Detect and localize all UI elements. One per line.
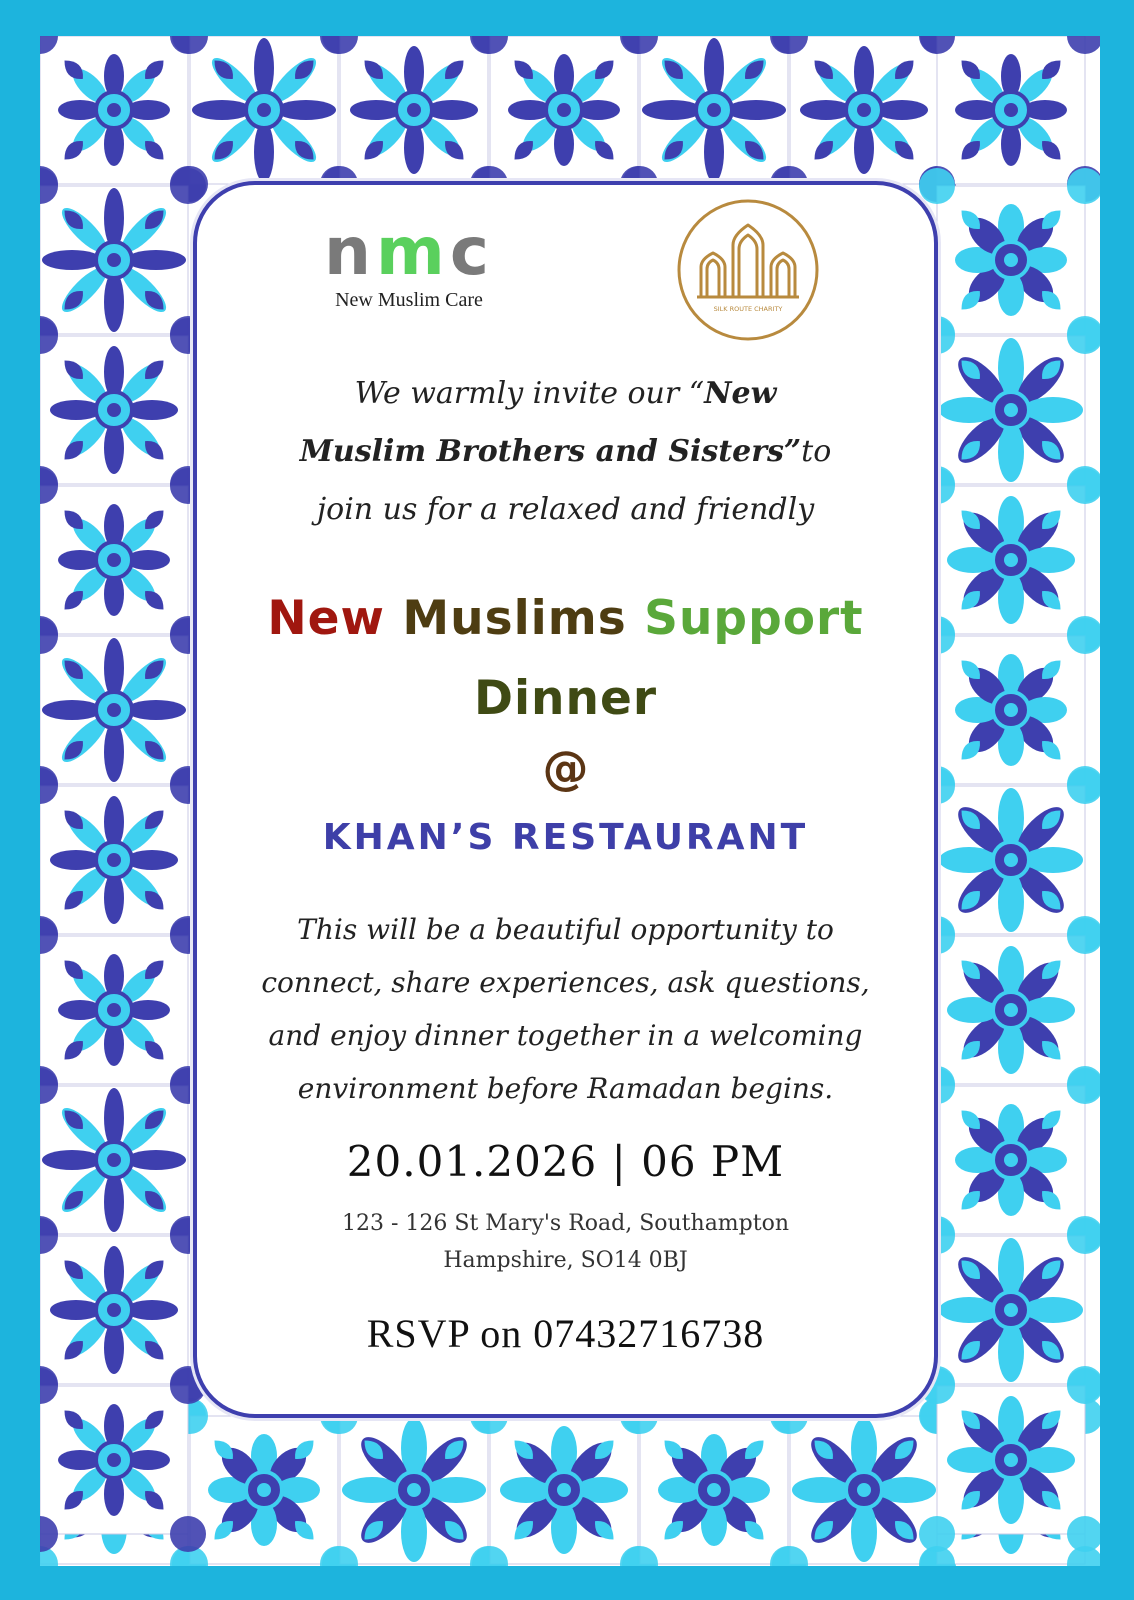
rsvp-phone: RSVP on 07432716738	[366, 1311, 765, 1356]
invite-line-3: join us for a relaxed and friendly	[316, 492, 815, 527]
decorative-tile	[919, 1368, 1100, 1552]
nmc-logo-letters	[289, 215, 529, 289]
address	[197, 1205, 934, 1279]
event-title-line-1	[197, 579, 934, 659]
at-sign: @	[542, 741, 589, 795]
title-word-support: Support	[644, 591, 864, 646]
description-line: This will be a beautiful opportunity to	[297, 913, 834, 946]
invite-line-2-bold: Muslim Brothers and Sisters”	[299, 434, 802, 469]
mosque-domes-icon	[697, 225, 799, 297]
title-word-muslims: Muslims	[402, 591, 627, 646]
invite-line-2-text: to	[801, 434, 832, 469]
invite-line-1-bold: New	[704, 376, 777, 411]
title-word-new: New	[267, 591, 385, 646]
address-line: 123 - 126 St Mary's Road, Southampton	[341, 1211, 790, 1236]
nmc-logo	[289, 215, 529, 315]
event-datetime: 20.01.2026 | 06 PM	[346, 1137, 785, 1186]
description-line: environment before Ramadan begins.	[297, 1072, 834, 1105]
nmc-logo-subtitle: New Muslim Care	[335, 289, 483, 311]
venue-name: KHAN’S RESTAURANT	[322, 817, 809, 858]
invitation-card	[193, 181, 938, 1418]
silk-logo-text: SILK ROUTE CHARITY	[713, 305, 783, 313]
invite-line-2	[197, 423, 934, 481]
silk-route-charity-logo	[675, 197, 821, 343]
logo-letter-m: m	[376, 213, 450, 290]
logo-letter-n: n	[324, 213, 377, 290]
description-line: connect, share experiences, ask questions,	[261, 966, 870, 999]
description	[197, 903, 934, 1115]
description-line: and enjoy dinner together in a welcoming	[268, 1019, 863, 1052]
invite-line-1	[197, 365, 934, 423]
event-title	[197, 579, 934, 739]
invite-text	[197, 365, 934, 539]
decorative-tile	[40, 1368, 206, 1552]
logo-letter-c: c	[449, 213, 494, 290]
invite-line-1-text: We warmly invite our “	[354, 376, 705, 411]
event-title-line-2: Dinner	[473, 671, 658, 726]
address-line: Hampshire, SO14 0BJ	[443, 1248, 688, 1273]
